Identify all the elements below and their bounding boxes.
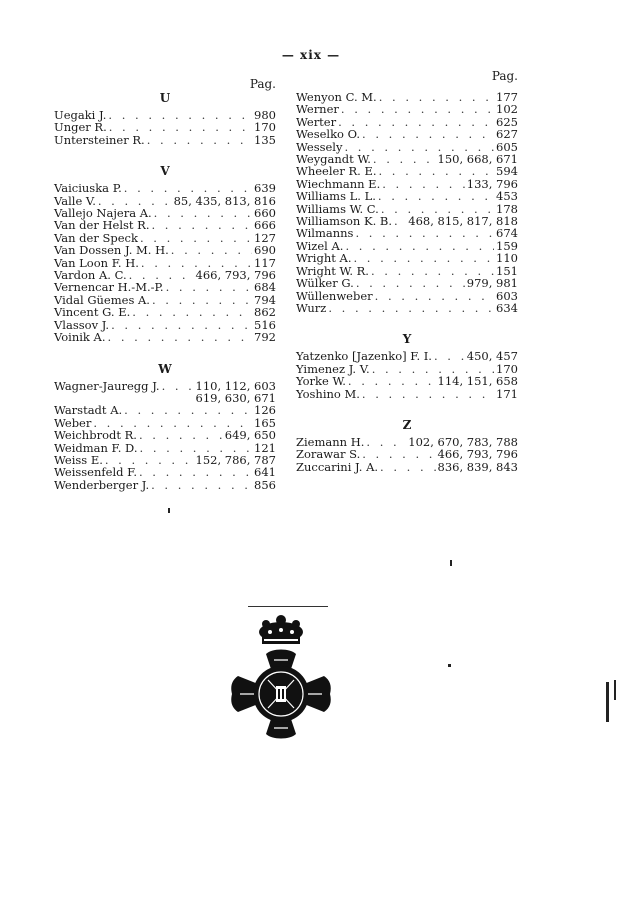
entry-pages: 862: [254, 305, 276, 320]
entry-name: Van Dossen J. M. H.: [54, 243, 169, 258]
leader-dots: [166, 281, 252, 293]
entry-name: Voinik A.: [54, 330, 106, 345]
leader-dots: [108, 331, 253, 343]
leader-dots: [375, 290, 494, 302]
entry-pages-continuation: 619, 630, 671: [195, 390, 276, 405]
entry-pages: 684: [254, 280, 276, 295]
entry-name: Yorke W.: [296, 374, 346, 389]
entry-pages: 794: [254, 292, 276, 307]
index-entry: [296, 128, 518, 140]
entry-name: Weissenfeld F.: [54, 465, 137, 480]
entry-pages: 110, 112, 603: [195, 378, 276, 393]
leader-dots: [341, 103, 494, 115]
leader-dots: [362, 448, 435, 460]
section-letter: Y: [402, 332, 412, 347]
entry-pages: 114, 151, 658: [437, 374, 518, 389]
index-entry: [296, 165, 518, 177]
leader-dots: [379, 165, 495, 177]
entry-name: Ziemann H.: [296, 434, 365, 449]
section-gap: [54, 146, 276, 164]
entry-name: Valle V.: [54, 193, 96, 208]
entry-pages: 178: [496, 201, 518, 216]
index-entry: [296, 388, 518, 400]
entry-name: Wenyon C. M.: [296, 90, 377, 104]
index-entry: [54, 182, 276, 194]
entry-name: Vidal Güemes A.: [54, 292, 150, 307]
leader-dots: [147, 134, 252, 146]
entry-name: Wessely: [296, 139, 343, 154]
leader-dots: [382, 178, 465, 190]
entry-pages: 159: [496, 238, 518, 253]
entry-name: Yatzenko [Jazenko] F. I.: [296, 349, 432, 364]
entry-name: Wenderberger J.: [54, 477, 150, 492]
entry-name: Weygandt W.: [296, 152, 371, 167]
entry-name: Uegaki J.: [54, 108, 107, 122]
leader-dots: [139, 429, 223, 441]
index-entry: [296, 350, 518, 362]
index-column-left: [54, 78, 276, 491]
entry-name: Wagner-Jauregg J.: [54, 378, 160, 393]
leader-dots: [378, 190, 494, 202]
section-gap: [296, 400, 518, 418]
index-entry: [54, 466, 276, 478]
section-letter: U: [159, 91, 171, 105]
entry-name: Wurz: [296, 300, 327, 315]
entry-pages: 649, 650: [224, 428, 276, 443]
leader-dots: [152, 294, 252, 306]
entry-pages: 102, 670, 783, 788: [408, 434, 518, 449]
leader-dots: [366, 436, 406, 448]
entry-pages: 177: [496, 90, 518, 104]
section-letter: W: [158, 361, 172, 376]
pag-header: Pag.: [249, 77, 276, 91]
entry-pages: 466, 793, 796: [437, 447, 518, 462]
leader-dots: [348, 375, 436, 387]
section-letter: V: [160, 164, 170, 179]
entry-name: Weiss E.: [54, 452, 103, 467]
page-number: — xix —: [281, 48, 341, 62]
leader-dots: [345, 240, 494, 252]
entry-name: Vernencar H.-M.-P.: [54, 280, 164, 295]
leader-dots: [328, 302, 494, 314]
index-entry: [54, 244, 276, 256]
section-gap: [296, 314, 518, 332]
right-sections: [296, 91, 518, 473]
entry-pages: 690: [254, 243, 276, 258]
entry-pages: 674: [496, 226, 518, 241]
entry-pages: 641: [254, 465, 276, 480]
entry-name: Weselko O.: [296, 127, 361, 142]
leader-dots: [338, 116, 494, 128]
section-gap: [54, 344, 276, 362]
leader-dots: [362, 388, 494, 400]
leader-dots: [434, 350, 465, 362]
entry-name: Williams L. L.: [296, 189, 376, 204]
entry-name: Van der Speck: [54, 230, 138, 245]
index-entry: [296, 290, 518, 302]
entry-pages: 170: [496, 361, 518, 376]
leader-dots: [111, 319, 252, 331]
index-entry: [54, 404, 276, 416]
entry-pages: 126: [254, 403, 276, 418]
entry-name: Williams W. C.: [296, 201, 379, 216]
entry-pages: 660: [254, 206, 276, 221]
index-entry: [54, 479, 276, 491]
scan-speck: [450, 560, 452, 566]
entry-name: Weichbrodt R.: [54, 428, 137, 443]
entry-name: Warstadt A.: [54, 403, 123, 418]
index-entry: [54, 306, 276, 318]
entry-name: Wiechmann E.: [296, 176, 381, 191]
entry-name: Vallejo Najera A.: [54, 206, 152, 221]
entry-name: Vaiciuska P.: [54, 181, 122, 196]
entry-pages: 133, 796: [466, 176, 518, 191]
leader-dots: [171, 244, 252, 256]
index-entry: [296, 461, 518, 473]
entry-name: Yoshino M.: [296, 386, 360, 401]
entry-pages: 979, 981: [466, 276, 518, 291]
index-entry: [54, 429, 276, 441]
index-entry: [296, 302, 518, 314]
entry-pages: 856: [254, 477, 276, 492]
leader-dots: [394, 215, 406, 227]
index-entry: [54, 219, 276, 231]
entry-pages: 468, 815, 817, 818: [408, 214, 518, 229]
index-entry: [296, 277, 518, 289]
entry-pages: 165: [254, 415, 276, 430]
leader-dots: [355, 227, 494, 239]
entry-pages: 466, 793, 796: [195, 268, 276, 283]
left-sections: [54, 91, 276, 491]
entry-pages: 127: [254, 230, 276, 245]
entry-pages: 625: [496, 114, 518, 129]
entry-pages: 980: [254, 108, 276, 122]
pag-header: Pag.: [491, 69, 518, 83]
leader-dots: [108, 109, 252, 121]
index-entry: [296, 190, 518, 202]
scan-speck: [448, 664, 451, 667]
entry-name: Werner: [296, 102, 339, 117]
entry-name: Werter: [296, 114, 337, 129]
entry-pages: 605: [496, 139, 518, 154]
entry-pages: 639: [254, 181, 276, 196]
index-entry: [54, 121, 276, 133]
entry-name: Zorawar S.: [296, 447, 361, 462]
leader-dots: [154, 207, 252, 219]
leader-dots: [152, 219, 253, 231]
printer-emblem-icon: [228, 614, 334, 746]
entry-name: Yimenez J. V.: [296, 361, 370, 376]
index-entry: [296, 103, 518, 115]
entry-name: Wright W. R.: [296, 263, 369, 278]
entry-pages: 836, 839, 843: [437, 459, 518, 474]
leader-dots: [362, 128, 494, 140]
leader-dots: [132, 306, 252, 318]
leader-dots: [151, 479, 252, 491]
entry-pages: 150, 668, 671: [437, 152, 518, 167]
leader-dots: [124, 404, 252, 416]
scan-speck: [168, 508, 170, 513]
leader-dots: [139, 466, 252, 478]
entry-name: Wizel A.: [296, 238, 344, 253]
section-letter: Z: [402, 417, 412, 432]
entry-pages: 666: [254, 218, 276, 233]
entry-pages: 627: [496, 127, 518, 142]
entry-name: Wülker G.: [296, 276, 354, 291]
scan-speck: [606, 682, 609, 722]
index-column-right: [296, 69, 518, 474]
entry-name: Wilmanns: [296, 226, 354, 241]
scan-speck: [614, 680, 616, 700]
divider: [248, 606, 328, 607]
leader-dots: [353, 252, 494, 264]
leader-dots: [162, 380, 194, 392]
entry-pages: 171: [496, 386, 518, 401]
index-entry: [296, 252, 518, 264]
entry-name: Van der Helst R.: [54, 218, 150, 233]
index-entry: [296, 375, 518, 387]
entry-pages: 453: [496, 189, 518, 204]
entry-name: Weidman F. D.: [54, 440, 138, 455]
entry-name: Weber: [54, 415, 92, 430]
index-entry: [54, 331, 276, 343]
entry-name: Van Loon F. H.: [54, 255, 139, 270]
entry-name: Unger R.: [54, 120, 107, 135]
entry-pages: 792: [254, 330, 276, 345]
index-entry: [54, 134, 276, 146]
entry-pages: 450, 457: [466, 349, 518, 364]
leader-dots: [109, 121, 252, 133]
entry-name: Wüllenweber: [296, 288, 373, 303]
entry-pages: 135: [254, 132, 276, 147]
entry-pages: 152, 786, 787: [195, 452, 276, 467]
entry-pages: 594: [496, 164, 518, 179]
leader-dots: [373, 153, 436, 165]
entry-pages: 102: [496, 102, 518, 117]
entry-name: Untersteiner R.: [54, 132, 145, 147]
entry-name: Vincent G. E.: [54, 305, 131, 320]
entry-pages: 603: [496, 288, 518, 303]
entry-pages: 634: [496, 300, 518, 315]
entry-name: Williamson K. B.: [296, 214, 392, 229]
leader-dots: [380, 461, 435, 473]
leader-dots: [356, 277, 465, 289]
entry-pages: 110: [496, 251, 518, 266]
leader-dots: [124, 182, 252, 194]
entry-pages: 151: [496, 263, 518, 278]
index-entry: [296, 227, 518, 239]
entry-name: Vardon A. C.: [54, 268, 127, 283]
entry-pages: 516: [254, 317, 276, 332]
index-entry: [54, 281, 276, 293]
index-entry: [296, 448, 518, 460]
entry-pages: 170: [254, 120, 276, 135]
entry-name: Vlassov J.: [54, 317, 110, 332]
entry-pages: 117: [254, 255, 276, 270]
entry-name: Wheeler R. E.: [296, 164, 377, 179]
entry-pages: 121: [254, 440, 276, 455]
leader-dots: [379, 91, 494, 103]
entry-pages: 85, 435, 813, 816: [173, 193, 276, 208]
entry-name: Wright A.: [296, 251, 352, 266]
entry-name: Zuccarini J. A.: [296, 459, 379, 474]
